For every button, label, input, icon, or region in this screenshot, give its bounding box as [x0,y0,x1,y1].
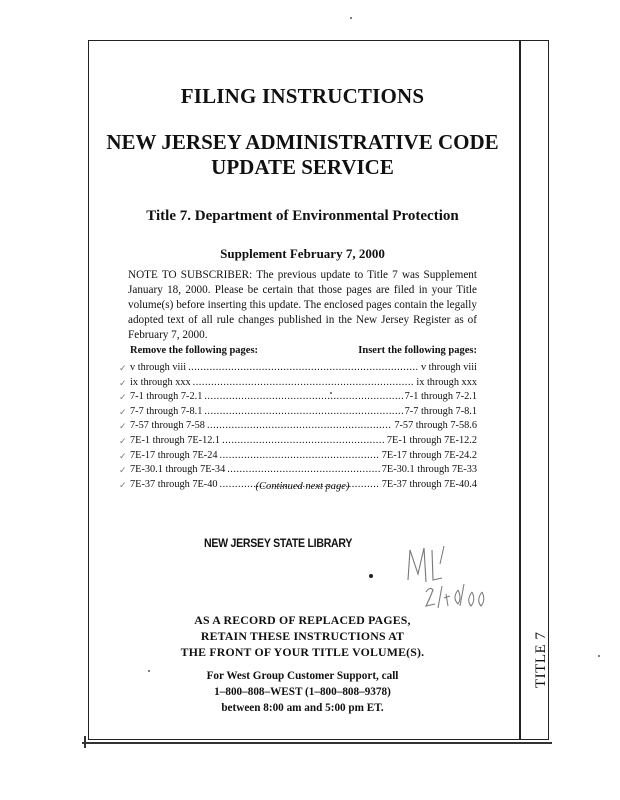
scan-speck [350,17,352,19]
leader-dots [220,449,380,464]
record-line-3: THE FRONT OF YOUR TITLE VOLUME(S). [180,645,425,659]
table-row: ✓ 7E-1 through 7E-12.1 ..... 7E-1 through 7E-12.2 [130,434,477,449]
table-row: ✓ 7E-17 through 7E-24 ..... 7E-17 through 7E-24.2 [130,449,477,464]
leader-dots [204,390,402,405]
code-title-line2: UPDATE SERVICE [211,155,394,179]
insert-pages: 7-7 through 7-8.1 [404,405,477,417]
pages-table [119,361,477,492]
table-row: ✓ ix through xxx ..... ix through xxx [130,376,477,391]
customer-support [95,668,510,716]
remove-pages: 7E-37 through 7E-40 [130,478,218,490]
support-line-1: For West Group Customer Support, call [206,670,399,682]
remove-pages: ix through xxx [130,376,191,388]
handwritten-initials-date [400,540,490,620]
leader-dots [188,361,419,376]
leader-dots [204,405,402,420]
insert-pages: 7E-17 through 7E-24.2 [381,449,477,461]
page-title: FILING INSTRUCTIONS [180,84,425,108]
table-row: ✓ 7E-30.1 through 7E-34 ..... 7E-30.1 through 7E-33 [130,463,477,478]
leader-dots [227,463,380,478]
remove-pages: 7E-1 through 7E-12.1 [130,434,221,446]
remove-pages: 7-1 through 7-2.1 [130,391,203,403]
insert-pages: 7-1 through 7-2.1 [404,391,477,403]
table-row: ✓ v through viii ..... v through viii [130,361,477,376]
corner-tick [84,736,86,748]
remove-pages: v through viii [130,362,187,373]
supplement-date: Supplement February 7, 2000 [220,246,385,261]
continued-note: (Continued next page) [255,481,350,492]
insert-pages: 7E-37 through 7E-40.4 [381,478,477,490]
scan-speck [598,655,600,657]
remove-pages: 7-57 through 7-58 [130,420,205,432]
record-instructions [95,612,510,660]
leader-dots [207,419,392,434]
department-title: Title 7. Department of Environmental Protection [146,208,459,224]
table-row: ✓ 7-7 through 7-8.1 ..... 7-7 through 7-8.1 [130,405,477,420]
record-line-2: RETAIN THESE INSTRUCTIONS AT [200,629,405,643]
tab-divider-line [519,40,521,740]
pages-table-header [130,345,477,356]
remove-pages: 7E-17 through 7E-24 [130,449,218,461]
code-title-line1: NEW JERSEY ADMINISTRATIVE CODE [106,130,499,154]
remove-header: Remove the following pages: [130,345,259,356]
support-hours: between 8:00 am and 5:00 pm ET. [221,702,384,714]
insert-pages: 7E-1 through 7E-12.2 [386,434,477,446]
table-row: ✓ 7E-37 through 7E-40 ..... 7E-37 through 7E-40.4 [130,478,477,493]
note-to-subscriber: NOTE TO SUBSCRIBER: The previous update to Title 7 was Supplement January 18, 2000. Please be certain that those pages are filed in your Title volume(s) before inserting this update. The enclosed pages contain the legally adopted text of all rule changes published in the New Jersey Register as of February 7, 2000. [128,269,477,341]
scan-speck [148,670,150,672]
title-tab-label: TITLE 7 [533,631,549,688]
library-stamp: NEW JERSEY STATE LIBRARY [204,536,353,550]
code-title [95,130,510,180]
table-row: ✓ 7-1 through 7-2.1 ..... 7-1 through 7-2.1 [130,390,477,405]
table-row: ✓ 7-57 through 7-58 ..... 7-57 through 7-58.6 [130,419,477,434]
scan-speck [330,392,332,394]
record-line-1: AS A RECORD OF REPLACED PAGES, [194,613,411,627]
leader-dots [222,434,385,449]
insert-pages: 7-57 through 7-58.6 [394,420,477,432]
insert-header: Insert the following pages: [358,345,477,356]
bottom-rule [82,742,552,744]
leader-dots [193,376,415,391]
ink-dot [369,574,373,578]
insert-pages: 7E-30.1 through 7E-33 [381,464,477,476]
insert-pages: v through viii [420,362,477,373]
insert-pages: ix through xxx [416,376,477,388]
support-phone: 1–800–808–WEST (1–800–808–9378) [214,686,391,698]
remove-pages: 7-7 through 7-8.1 [130,405,203,417]
remove-pages: 7E-30.1 through 7E-34 [130,464,226,476]
